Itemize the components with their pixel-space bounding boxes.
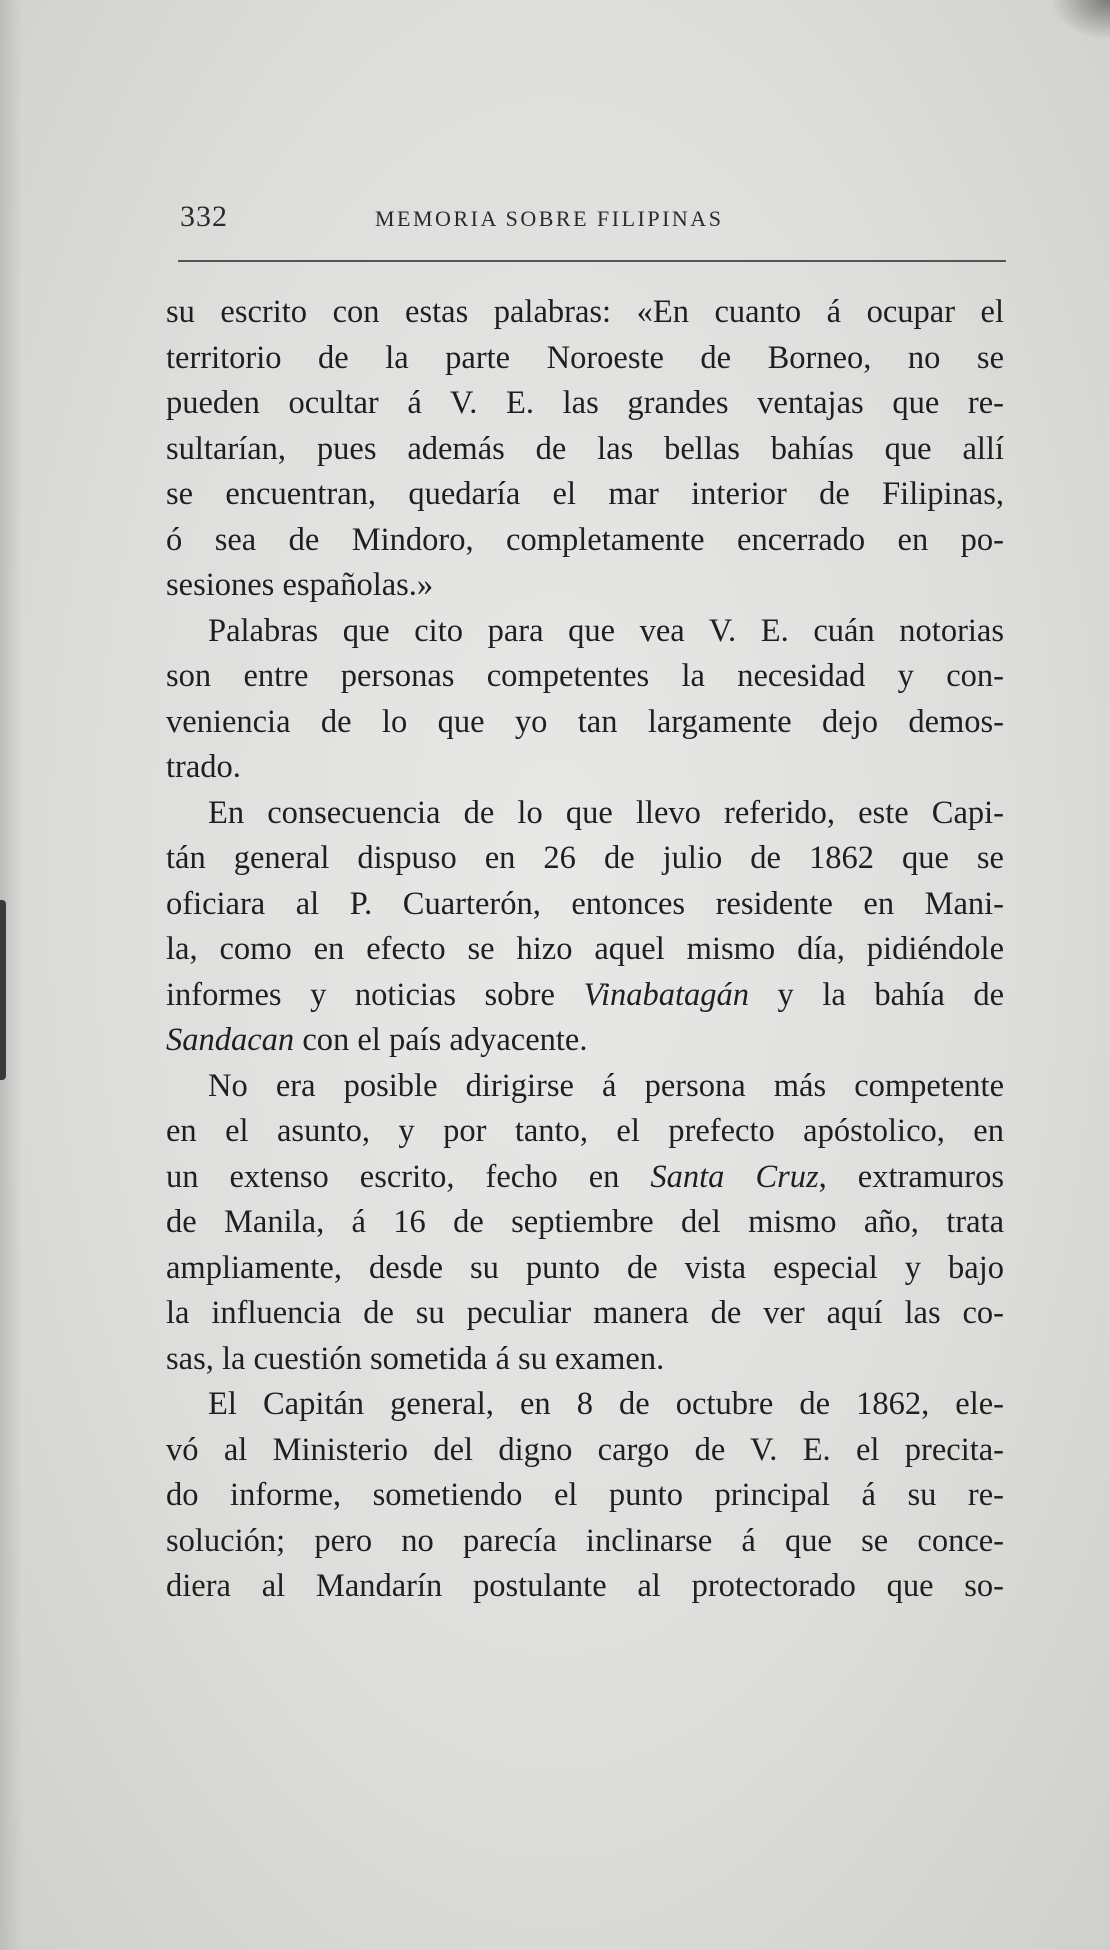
text-line: solución; pero no parecía inclinarse á que se conce- [166, 1522, 1004, 1559]
text-line: la, como en efecto se hizo aquel mismo día, pidiéndole [166, 931, 1004, 967]
text-line: su escrito con estas palabras: «En cuanto á ocupar el [166, 294, 1004, 330]
text-line: vó al Ministerio del digno cargo de V. E. el precita- [166, 1431, 1004, 1468]
page-header [180, 196, 1000, 236]
text-line: ampliamente, desde su punto de vista especial y bajo [166, 1249, 1004, 1286]
text-line: en el asunto, y por tanto, el prefecto apóstolico, en [166, 1113, 1004, 1149]
text-line: la influencia de su peculiar manera de ver aquí las co- [166, 1295, 1004, 1331]
paragraph-2 [166, 609, 1004, 791]
text-line: En consecuencia de lo que llevo referido, este Capi- [208, 794, 1004, 831]
text-line: ó sea de Mindoro, completamente encerrado en po- [166, 521, 1004, 558]
italic-place-name: Sandacan [166, 1022, 295, 1058]
text-line: territorio de la parte Noroeste de Borneo, no se [166, 339, 1004, 376]
text-line: sas, la cuestión sometida á su examen. [166, 1340, 665, 1377]
text-line: Palabras que cito para que vea V. E. cuán notorias [208, 612, 1004, 649]
text-line: se encuentran, quedaría el mar interior de Filipinas, [166, 476, 1004, 512]
text-line: son entre personas competentes la necesidad y con- [166, 658, 1004, 694]
text-run: con el país adyacente. [294, 1022, 588, 1058]
text-line [166, 1155, 1004, 1201]
paragraph-5 [166, 1382, 1004, 1610]
italic-place-name: Santa Cruz [650, 1158, 819, 1195]
text-line: veniencia de lo que yo tan largamente dejo demos- [166, 703, 1004, 740]
text-run: y la bahía de [749, 976, 1004, 1013]
text-line: oficiara al P. Cuarterón, entonces residente en Mani- [166, 885, 1004, 922]
body-text [166, 290, 1004, 1610]
text-run: informes y noticias sobre [166, 976, 584, 1013]
running-title: MEMORIA SOBRE FILIPINAS [375, 206, 724, 231]
text-line: No era posible dirigirse á persona más competente [208, 1067, 1004, 1104]
text-line [166, 1018, 1004, 1064]
text-line: de Manila, á 16 de septiembre del mismo año, trata [166, 1204, 1004, 1240]
text-line: sesiones españolas.» [166, 567, 434, 603]
paragraph-1 [166, 290, 1004, 609]
text-line: do informe, sometiendo el punto principal á su re- [166, 1477, 1004, 1513]
text-line: tán general dispuso en 26 de julio de 1862 que se [166, 840, 1004, 876]
text-line: trado. [166, 749, 241, 785]
text-line: diera al Mandarín postulante al protectorado que so- [166, 1568, 1004, 1604]
binding-mark [0, 900, 6, 1080]
text-line [166, 973, 1004, 1019]
text-run: un extenso escrito, fecho en [166, 1158, 651, 1195]
header-rule [178, 260, 1006, 262]
text-run: , extramuros [818, 1158, 1005, 1195]
text-line: pueden ocultar á V. E. las grandes ventajas que re- [166, 385, 1004, 421]
paragraph-4 [166, 1064, 1004, 1383]
paragraph-3 [166, 791, 1004, 1064]
corner-smudge [1050, 0, 1110, 40]
text-line: El Capitán general, en 8 de octubre de 1862, ele- [208, 1386, 1004, 1422]
italic-place-name: Vinabatagán [583, 976, 749, 1013]
text-line: sultarían, pues además de las bellas bahías que allí [166, 430, 1004, 467]
page-number: 332 [180, 200, 228, 233]
